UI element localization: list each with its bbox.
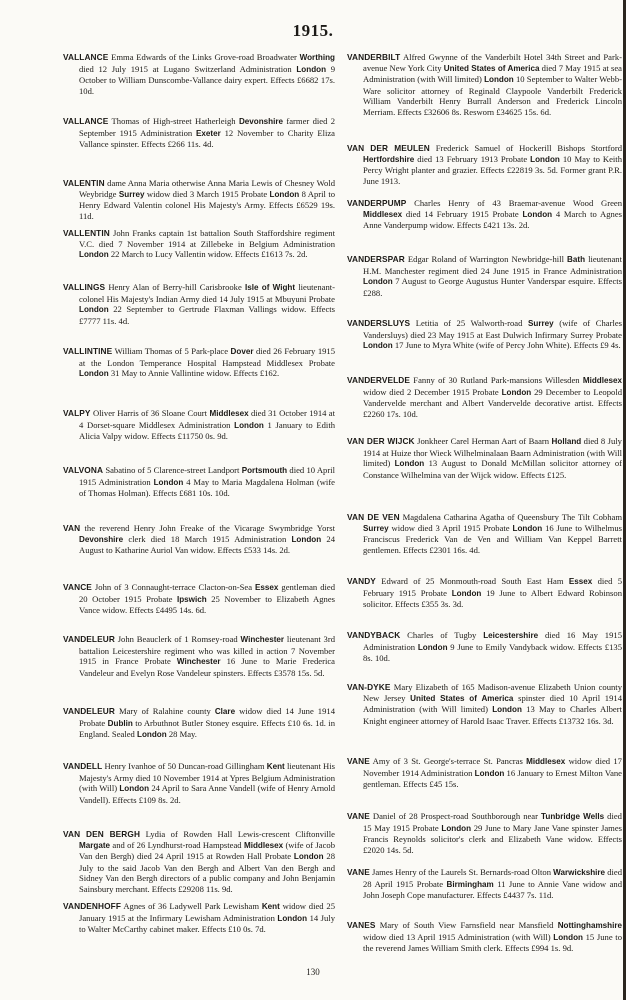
entry-place: Kent xyxy=(266,762,285,771)
entry-text: Charles of Tugby xyxy=(400,630,484,640)
entry-text: Daniel of 28 Prospect-road Southborough near xyxy=(369,811,542,821)
entry-text: widow died 14 June 1914 Probate xyxy=(79,706,335,728)
entry-text: gentleman died 20 October 1915 Probate xyxy=(79,582,336,604)
entry-text: William Thomas of 5 Park-place xyxy=(112,346,231,356)
entry-place: Middlesex xyxy=(363,209,403,219)
entry-place: London xyxy=(394,459,425,469)
entry-place: Winchester xyxy=(240,635,285,644)
entry-surname: VANDERBILT xyxy=(347,52,401,62)
entry-place: London xyxy=(269,189,300,199)
entry-text: Amy of 3 St. George's-terrace St. Pancras xyxy=(369,756,527,766)
entry-text: died 31 October 1914 at 4 Dorset-square Middlesex Administration xyxy=(79,408,336,430)
entry-text: 9 October to William Dunscombe-Vallance dairy expert. Effects £6682 17s. 10d. xyxy=(79,63,336,96)
entry-surname: VANES xyxy=(347,920,376,930)
entry-surname: VAN DER MEULEN xyxy=(347,143,430,153)
entry-text: 4 March to Agnes Anne Vanderpump widow. Effects £421 13s. 2d. xyxy=(363,208,622,231)
probate-entry xyxy=(63,465,335,499)
entry-place: Surrey xyxy=(363,523,389,533)
probate-entry xyxy=(347,920,622,954)
entry-place: Dublin xyxy=(107,718,133,728)
page-year-heading: 1915. xyxy=(292,21,334,40)
entry-text: widow died 3 April 1915 Probate xyxy=(388,522,513,533)
entry-place: London xyxy=(451,588,482,598)
entry-place: Leicestershire xyxy=(483,631,539,640)
entry-place: Surrey xyxy=(118,189,145,199)
entry-surname: VANDELEUR xyxy=(63,634,115,644)
entry-text: 29 December to Leopold Vandervelde merchant and Albert Vandervelde decorative artist. Effects £2260 17s. 10d. xyxy=(363,386,623,419)
entry-text: Edgar Roland of Warrington Newbridge-hill xyxy=(404,254,568,264)
entry-text: 28 May. xyxy=(166,729,197,740)
entry-place: London xyxy=(293,852,324,862)
entry-place: London xyxy=(512,523,543,533)
probate-entry xyxy=(63,346,335,380)
entry-text: widow died 2 December 1915 Probate xyxy=(363,386,502,397)
entry-text: 14 July to Walter McCarthy cabinet maker. Effects £10 0s. 7d. xyxy=(79,912,335,935)
entry-place: Clare xyxy=(214,707,236,716)
entry-place: London xyxy=(484,75,514,85)
probate-entry xyxy=(63,761,335,805)
entry-place: Nottinghamshire xyxy=(557,921,622,930)
entry-surname: VAN DEN BERGH xyxy=(63,829,141,839)
entry-text: died 10 April 1915 Administration xyxy=(79,465,335,487)
entry-surname: VANDY xyxy=(347,576,376,586)
entry-place: London xyxy=(492,705,522,715)
probate-entry xyxy=(63,523,335,556)
entry-text: farmer died 2 September 1915 Administration xyxy=(79,116,336,138)
probate-entry xyxy=(347,682,622,726)
entry-place: Warwickshire xyxy=(553,868,606,877)
entry-text: 28 July to the said Jacob Van den Bergh and Albert Van den Bergh and Sidney Van den Bergh directors of a public company and John Benjamin Sainsbury merchant. Effects £29208 11s. 9d. xyxy=(79,851,335,894)
entry-place: London xyxy=(474,768,505,778)
entry-text: died 7 May 1915 at sea Administration (with Will limited) xyxy=(363,62,622,85)
entry-place: Devonshire xyxy=(238,117,284,126)
entry-place: Ipswich xyxy=(176,594,207,604)
probate-entry xyxy=(63,52,335,96)
entry-text: clerk died 18 March 1915 Administration xyxy=(123,533,292,544)
entry-text: died 26 February 1915 at the London Temperance Hospital Hampstead Middlesex Probate xyxy=(79,346,336,368)
entry-surname: VALENTIN xyxy=(63,178,105,188)
entry-place: London xyxy=(277,913,308,923)
entry-text: 16 June to Wilhelmus Franciscus Frederick Van de Ven and William Van Keppel Barrett gentlemen. Effects £2301 16s. 4d. xyxy=(363,522,622,555)
entry-text: Frederick Samuel of Hockerill Bishops Stortford xyxy=(429,143,622,153)
entry-text: Henry Alan of Berry-hill Carisbrooke xyxy=(105,282,245,292)
entry-place: London xyxy=(119,784,150,794)
entry-place: London xyxy=(522,209,553,219)
entry-place: Essex xyxy=(255,583,279,592)
entry-place: London xyxy=(417,642,448,652)
entry-place: Dover xyxy=(230,347,254,356)
entry-place: Birmingham xyxy=(446,879,494,889)
entry-place: London xyxy=(363,277,393,287)
entry-text: died 14 February 1915 Probate xyxy=(402,208,523,219)
entry-surname: VALLINGS xyxy=(63,282,106,292)
entry-text: James Henry of the Laurels St. Bernards-road Olton xyxy=(369,867,554,877)
entry-text: widow died 3 March 1915 Probate xyxy=(144,188,270,199)
entry-text: Lydia of Rowden Hall Lewis-crescent Cliftonville xyxy=(140,829,335,839)
entry-place: London xyxy=(79,305,109,315)
probate-entry xyxy=(347,436,622,480)
entry-place: Middlesex xyxy=(526,757,566,766)
entry-surname: VANE xyxy=(347,811,370,821)
entry-text: 12 November to Charity Eliza Vallance spinster. Effects £266 11s. 4d. xyxy=(79,127,335,150)
entry-text: 10 May to Keith Percy Wright planter and grazier. Effects £22819 3s. 5d. Former grant P.R. June 1913. xyxy=(363,153,622,186)
probate-entry xyxy=(63,116,335,150)
entry-surname: VANDERSPAR xyxy=(347,254,405,264)
entry-text: widow died 13 April 1915 Administration (with Will) xyxy=(363,931,554,942)
entry-text: (wife of Charles Vandersluys) died 23 May 1915 at East Dulwich Infirmary Surrey Probate xyxy=(363,318,622,340)
entry-text: Thomas of High-street Hatherleigh xyxy=(108,116,239,126)
entry-text: Mary Elizabeth of 165 Madison-avenue Elizabeth Union county New Jersey xyxy=(363,682,622,703)
entry-text: Henry Ivanhoe of 50 Duncan-road Gillingham xyxy=(102,761,267,771)
entry-surname: VANDYBACK xyxy=(347,630,401,640)
entry-text: Letitia of 25 Walworth-road xyxy=(410,318,528,328)
entry-text: and of 26 Lyndhurst-road Hampstead xyxy=(110,839,244,850)
entry-surname: VANDERVELDE xyxy=(347,375,411,385)
probate-entry xyxy=(63,178,335,221)
entry-surname: VALLANCE xyxy=(63,52,109,62)
entry-place: Middlesex xyxy=(209,409,249,418)
entry-place: London xyxy=(234,420,264,430)
entry-place: Margate xyxy=(79,840,111,850)
entry-text: Sabatino of 5 Clarence-street Landport xyxy=(103,465,242,475)
entry-place: Worthing xyxy=(299,53,335,62)
probate-entry xyxy=(347,318,622,352)
entry-text: 24 April to Sara Anne Vandell (wife of Henry Arnold Vandell). Effects £109 8s. 2d. xyxy=(79,783,335,805)
entry-text: 8 April to Henry Edward Valentin colonel His Majesty's Army. Effects £6529 19s. 11d. xyxy=(79,188,336,221)
probate-entry xyxy=(63,228,335,261)
entry-text: died 28 April 1915 Probate xyxy=(363,867,622,889)
entry-text: John Beauclerk of 1 Romsey-road xyxy=(114,634,241,644)
probate-entry xyxy=(63,829,335,895)
entry-text: John Franks captain 1st battalion South Staffordshire regiment V.C. died 7 November 1914 at Zillebeke in Belgium Administration xyxy=(79,228,335,249)
entry-text: 22 September to Gertrude Flaxman Vallings widow. Effects £7777 11s. 4d. xyxy=(79,304,335,326)
entry-text: died 8 July 1914 at Huize thor Wieck Wilhelminalaan Baarn Administration (with Will limited) xyxy=(363,436,622,469)
entry-text: 13 May to Charles Albert Knight engineer attorney of Harold Isaac Traver. Effects £13732 16s. 3d. xyxy=(363,704,622,726)
entry-text: 9 June to Emily Vandyback widow. Effects £135 8s. 10d. xyxy=(363,641,622,664)
entry-surname: VANDERPUMP xyxy=(347,198,407,208)
entry-text: Charles Henry of 43 Braemar-avenue Wood Green xyxy=(406,198,622,208)
entry-place: Devonshire xyxy=(79,534,124,544)
entry-place: London xyxy=(553,932,583,942)
entry-text: 22 March to Lucy Vallentin widow. Effects £1613 7s. 2d. xyxy=(108,249,308,260)
entry-text: Agnes of 36 Ladywell Park Lewisham xyxy=(121,901,262,911)
entry-text: widow died 25 January 1915 at the Infirmary Lewisham Administration xyxy=(79,901,335,923)
page-number: 130 xyxy=(306,967,320,977)
entry-place: Kent xyxy=(261,902,280,911)
entry-text: Edward of 25 Monmouth-road South East Ham xyxy=(375,576,569,586)
probate-entry xyxy=(347,867,622,901)
probate-entry xyxy=(347,756,622,790)
entry-place: Isle of Wight xyxy=(244,283,296,292)
entry-text: John of 3 Connaught-terrace Clacton-on-Sea xyxy=(91,582,256,592)
entry-text: died 13 February 1913 Probate xyxy=(414,153,531,164)
probate-entry xyxy=(347,630,622,664)
probate-entry xyxy=(63,706,335,741)
entry-surname: VANDELEUR xyxy=(63,706,115,716)
entry-place: London xyxy=(296,64,327,74)
entry-text: lieutenant H.M. Manchester regiment died 24 June 1915 in France Administration xyxy=(363,254,622,276)
entry-place: London xyxy=(363,341,393,351)
entry-place: Tunbridge Wells xyxy=(541,812,605,821)
entry-surname: VALLENTIN xyxy=(63,228,110,238)
entry-place: London xyxy=(137,730,167,740)
entry-text: 13 August to Donald McMillan solicitor attorney of Constance Wilhelmina van der Wijck widow. Effects £125. xyxy=(363,458,622,480)
entry-place: London xyxy=(153,477,184,487)
probate-entry xyxy=(347,811,622,855)
entry-text: Mary of South View Farnsfield near Mansfield xyxy=(375,920,558,930)
entry-place: London xyxy=(530,154,560,164)
entry-place: Portsmouth xyxy=(241,466,288,475)
entry-text: 1 January to Edith Alicia Valpy widow. Effects £11750 0s. 9d. xyxy=(79,419,335,442)
probate-entry xyxy=(63,282,335,326)
probate-entry xyxy=(347,198,622,231)
entry-text: 24 August to Katharine Auriol Van widow. Effects £533 14s. 2d. xyxy=(79,533,335,556)
entry-place: London xyxy=(291,534,322,544)
entry-text: 31 May to Annie Vallintine widow. Effects £162. xyxy=(108,368,280,379)
entry-text: died 5 February 1915 Probate xyxy=(363,576,622,598)
entry-surname: VAN DER WIJCK xyxy=(347,436,415,446)
entry-place: Hertfordshire xyxy=(363,154,415,164)
entry-text: 11 June to Annie Vane widow and John Joseph Cope manufacturer. Effects £4437 7s. 11d. xyxy=(363,878,622,901)
entry-text: Jonkheer Carel Herman Aart of Baarn xyxy=(414,436,552,446)
entry-text: lieutenant-colonel His Majesty's Indian Army died 14 July 1915 at Mbuyuni Probate xyxy=(79,282,335,304)
entry-surname: VALLINTINE xyxy=(63,346,113,356)
probate-entry xyxy=(347,512,622,555)
entry-surname: VANDELL xyxy=(63,761,103,771)
entry-text: lieutenant 3rd battalion Leicestershire regiment who was killed in action 7 November 1915 in France Probate xyxy=(79,634,336,667)
entry-text: 29 June to Mary Jane Vane spinster James Francis Reynolds solicitor's clerk and Elizabeth Vane widow. Effects £2020 14s. 5d. xyxy=(363,822,622,855)
entry-text: Alfred Gwynne of the Vanderbilt Hotel 34th Street and Park-avenue New York City xyxy=(363,52,622,73)
entry-text: Oliver Harris of 36 Sloane Court xyxy=(90,408,210,418)
entry-text: 16 June to Marie Frederica Vandeleur and Evelyn Rose Vandeleur spinsters. Effects £3578 15s. 5d. xyxy=(79,656,335,678)
entry-text: died 16 May 1915 Administration xyxy=(363,630,622,652)
probate-entry xyxy=(63,408,335,442)
entry-place: London xyxy=(441,823,472,833)
entry-text: lieutenant His Majesty's Army died 10 November 1914 at Ypres Belgium Administration (with Will) xyxy=(79,761,335,794)
entry-text: widow died 17 November 1914 Administration xyxy=(363,756,622,778)
entry-surname: VAN DE VEN xyxy=(347,512,400,522)
probate-entry xyxy=(347,375,622,419)
entry-text: 16 January to Ernest Milton Vane gentleman. Effects £45 15s. xyxy=(363,767,622,790)
entry-place: Bath xyxy=(567,255,586,264)
entry-surname: VANE xyxy=(347,867,370,877)
entry-text: (wife of Jacob Van den Bergh) died 24 April 1915 at Rowden Hall Probate xyxy=(79,839,335,862)
entry-place: Surrey xyxy=(528,319,554,328)
probate-entry xyxy=(63,582,335,616)
entry-text: Magdalena Catharina Agatha of Queensbury The Tilt Cobham xyxy=(399,512,622,522)
entry-surname: VALPY xyxy=(63,408,91,418)
entry-place: United States of America xyxy=(410,693,514,703)
entry-place: Middlesex xyxy=(582,376,622,385)
entry-text: to Arbuthnot Butler Stoney esquire. Effects £10 6s. 1d. in England. Sealed xyxy=(79,717,335,740)
entry-text: the reverend Henry John Freake of the Vicarage Swymbridge Yorst xyxy=(80,523,335,533)
entry-text: 25 November to Elizabeth Agnes Vance widow. Effects £4495 14s. 6d. xyxy=(79,593,335,616)
entry-text: 19 June to Albert Edward Robinson solicitor. Effects £355 3s. 3d. xyxy=(363,587,622,610)
entry-surname: VALVONA xyxy=(63,465,104,475)
probate-entry xyxy=(347,52,622,118)
entry-surname: VANE xyxy=(347,756,370,766)
entry-text: died 15 May 1915 Probate xyxy=(363,811,622,833)
entry-text: dame Anna Maria otherwise Anna Maria Lewis of Chesney Wold Weybridge xyxy=(79,178,335,199)
entry-place: Winchester xyxy=(176,657,221,667)
entry-text: spinster died 10 April 1914 Administration (with Will limited) xyxy=(363,692,622,715)
entry-place: Essex xyxy=(568,577,593,586)
entry-text: died 12 July 1915 at Lugano Switzerland Administration xyxy=(79,63,297,74)
entry-place: Middlesex xyxy=(243,840,284,850)
entry-text: Fanny of 30 Rutland Park-mansions Willesden xyxy=(410,375,583,385)
entry-text: Emma Edwards of the Links Grove-road Broadwater xyxy=(108,52,300,62)
entry-place: London xyxy=(79,369,109,379)
entry-place: Holland xyxy=(551,437,582,446)
entry-place: Exeter xyxy=(196,128,221,138)
entry-place: United States of America xyxy=(443,63,540,73)
entry-place: London xyxy=(501,387,532,397)
probate-entry xyxy=(347,143,622,186)
entry-place: London xyxy=(79,250,109,260)
entry-surname: VANDENHOFF xyxy=(63,901,122,911)
entry-surname: VAN xyxy=(63,523,81,533)
entry-text: 17 June to Myra White (wife of Percy John White). Effects £9 4s. xyxy=(392,340,621,351)
probate-entry xyxy=(63,634,335,678)
entry-text: Mary of Ralahine county xyxy=(114,706,215,716)
entry-text: 4 May to Maria Magdalena Holman (wife of Thomas Holman). Effects £681 10s. 10d. xyxy=(79,476,336,499)
probate-entry xyxy=(347,576,622,610)
probate-entry xyxy=(63,901,335,935)
probate-entry xyxy=(347,254,622,298)
entry-text: 15 June to the reverend James William Smith clerk. Effects £994 1s. 9d. xyxy=(363,931,622,954)
entry-surname: VANDERSLUYS xyxy=(347,318,411,328)
entry-surname: VALLANCE xyxy=(63,116,109,126)
entry-surname: VANCE xyxy=(63,582,92,592)
entry-text: 10 September to Walter Webb-Ware solicitor attorney of Reginald Claypoole Vanderbilt Frederick William Vanderbilt Henry Burrall Anderson and Frederick Lincoln Merriam. Effects £32606 8s. Resworn £34625 15s. 6d. xyxy=(363,74,622,117)
entry-surname: VAN-DYKE xyxy=(347,682,391,692)
entry-text: 7 August to George Augustus Hunter Vanderspar esquire. Effects £288. xyxy=(363,276,622,298)
